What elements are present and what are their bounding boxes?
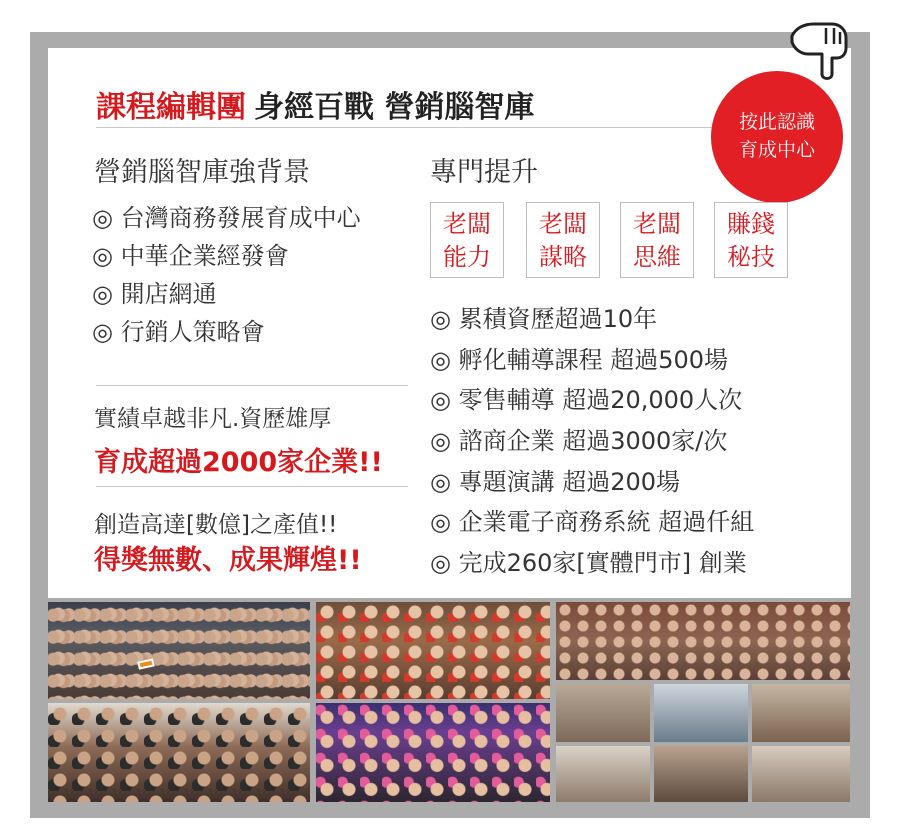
tag-line: 謀略	[539, 243, 587, 271]
skill-tag	[430, 202, 504, 278]
seminar-photo	[752, 684, 850, 742]
right-heading: 專門提升	[430, 157, 538, 188]
tag-line: 老闆	[443, 210, 491, 238]
seminar-photo	[752, 746, 850, 802]
list-item: ◎ 行銷人策略會	[92, 318, 265, 346]
event-photo-collage	[48, 602, 851, 802]
list-item: ◎ 台灣商務發展育成中心	[92, 204, 361, 232]
group-photo	[48, 602, 310, 699]
list-item: ◎ 完成260家[實體門市] 創業	[430, 549, 747, 578]
title-underline	[96, 127, 720, 128]
list-item: ◎ 中華企業經發會	[92, 242, 289, 270]
tag-line: 能力	[443, 243, 491, 271]
title-red-part: 課程編輯團	[96, 90, 246, 125]
awards-highlight: 得獎無數、成果輝煌!!	[94, 545, 362, 576]
page-title	[96, 82, 534, 126]
group-photo	[556, 602, 850, 680]
tag-line: 思維	[633, 243, 681, 271]
skill-tag	[620, 202, 694, 278]
badge-line-2: 育成中心	[738, 139, 815, 161]
list-item: ◎ 企業電子商務系統 超過仟組	[430, 508, 755, 537]
seminar-photo	[654, 684, 748, 742]
incubation-center-badge[interactable]	[712, 72, 842, 202]
group-photo	[316, 602, 550, 699]
badge-line-1: 按此認識	[738, 111, 815, 133]
group-photo	[48, 703, 310, 802]
tag-line: 老闆	[539, 210, 587, 238]
list-item: ◎ 開店網通	[92, 280, 217, 308]
list-item: ◎ 孵化輔導課程 超過500場	[430, 345, 729, 374]
achievements-list	[430, 299, 754, 584]
list-item: ◎ 累積資歷超過10年	[430, 305, 658, 333]
skill-tags	[430, 202, 790, 278]
divider	[96, 486, 408, 487]
performance-highlight: 育成超過2000家企業!!	[94, 447, 383, 478]
left-heading: 營銷腦智庫強背景	[94, 157, 310, 188]
list-item: ◎ 專題演講 超過200場	[430, 467, 681, 496]
tag-line: 賺錢	[727, 210, 775, 238]
group-photo	[316, 703, 550, 802]
skill-tag	[714, 202, 788, 278]
value-note: 創造高達[數億]之產值!!	[94, 512, 338, 538]
performance-note: 實績卓越非凡.資歷雄厚	[94, 406, 332, 432]
skill-tag	[526, 202, 600, 278]
tag-line: 秘技	[727, 243, 775, 271]
seminar-photo	[556, 684, 650, 742]
background-list	[92, 199, 361, 351]
seminar-photo	[556, 746, 650, 802]
list-item: ◎ 零售輔導 超過20,000人次	[430, 386, 743, 415]
seminar-photo	[654, 746, 748, 802]
title-dark-part: 身經百戰 營銷腦智庫	[254, 90, 535, 125]
list-item: ◎ 諮商企業 超過3000家/次	[430, 427, 728, 456]
divider	[96, 385, 408, 386]
tag-line: 老闆	[633, 210, 681, 238]
